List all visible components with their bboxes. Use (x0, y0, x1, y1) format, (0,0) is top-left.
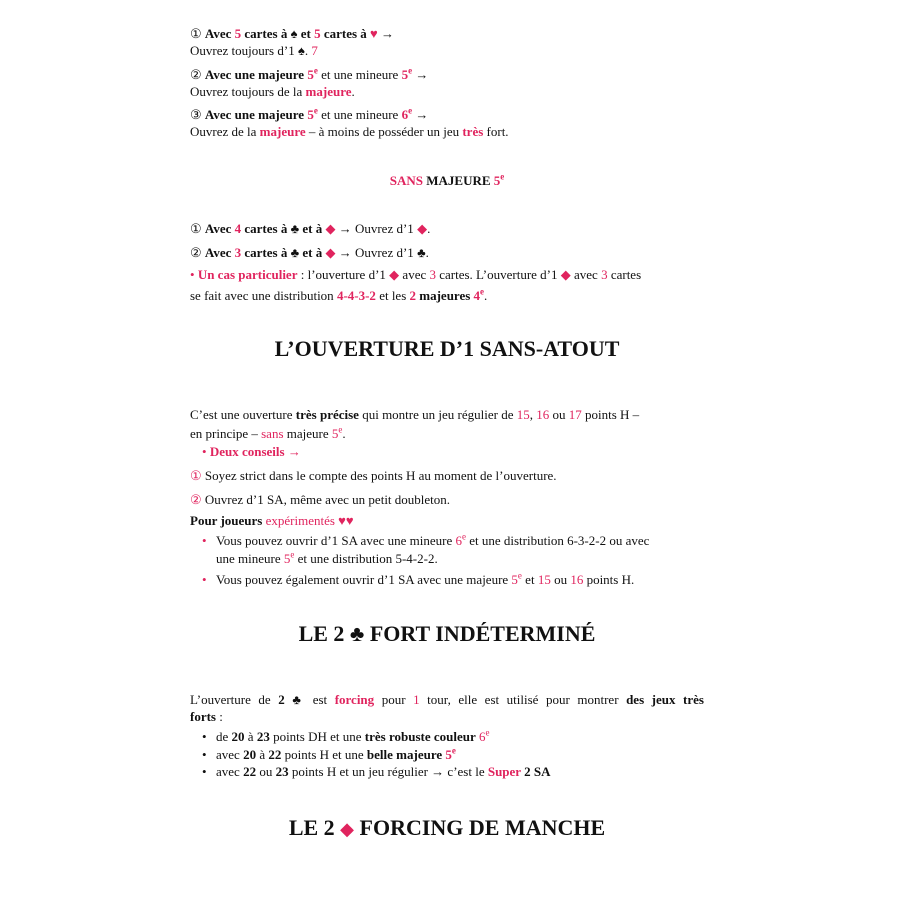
diamond-icon: ◆ (389, 267, 400, 282)
arrow-icon: → (415, 107, 429, 122)
section-title-1sa: L’OUVERTURE D’1 SANS-ATOUT (274, 336, 620, 361)
circled-one: ① (190, 26, 202, 41)
diamond-icon: ◆ (325, 221, 336, 236)
rule-5-5-majeures: ① Avec 5 cartes à ♠ et 5 cartes à ♥ → Ouvrez toujours d’1 ♠. 7 (190, 26, 395, 58)
spade-icon: ♠ (297, 43, 305, 58)
club-icon: ♣ (290, 245, 300, 260)
joueurs-experimentes: Pour joueurs expérimentés ♥♥ • Vous pouvez ouvrir d’1 SA avec une mineure 6e et une distribution 6-3-2-2 ou avec une mineure 5e et une distribution 5-4-2-2. • Vous pouvez également ouvrir d’1 SA avec une majeure 5e et 15 ou 16 points H. (190, 512, 704, 589)
cas-particulier: • Un cas particulier : l’ouverture d’1 ◆ avec 3 cartes. L’ouverture d’1 ◆ avec 3 cartes se fait avec une distribution 4-4-3-2 et les 2 majeures 4e. (190, 267, 642, 303)
heart-icon: ♥ (370, 26, 378, 41)
2-trefles-intro: L’ouverture de 2 ♣ est forcing pour 1 tour, elle est utilisé pour montrer des jeux très forts : • de 20 à 23 points DH et une très robuste couleur 6e • avec 20 à 22 points H et une belle majeure 5e • avec 22 ou 23 points H et un jeu régulier → c’est le Super 2 SA (190, 692, 704, 779)
conseil-2: ② Ouvrez d’1 SA, même avec un petit doubleton. (190, 492, 451, 507)
list-item: • avec 22 ou 23 points H et un jeu régulier → c’est le Super 2 SA (202, 764, 551, 779)
club-icon: ♣ (349, 621, 365, 646)
rule-3-cartes-mineures: ② Avec 3 cartes à ♣ et à ◆ → Ouvrez d’1 ♣. (190, 245, 429, 260)
2-trefles-list (190, 728, 704, 780)
club-icon: ♣ (290, 221, 300, 236)
section-title-2-carreaux: LE 2 ◆ FORCING DE MANCHE (288, 815, 606, 840)
experimentes-list (190, 532, 704, 589)
list-item: • avec 20 à 22 points H et une belle majeure 5e (202, 745, 456, 762)
circled-two: ② (190, 67, 202, 82)
spade-icon: ♠ (290, 26, 298, 41)
diamond-icon: ◆ (325, 245, 336, 260)
hearts-icon: ♥♥ (338, 513, 354, 528)
rule-majeure5-mineure5: ② Avec une majeure 5e et une mineure 5e → Ouvrez toujours de la majeure. (190, 65, 429, 99)
rule-majeure5-mineure6: ③ Avec une majeure 5e et une mineure 6e → Ouvrez de la majeure – à moins de posséder un jeu très fort. (190, 105, 509, 139)
diamond-icon: ◆ (417, 221, 428, 236)
section-subtitle-sans-majeure: SANS MAJEURE 5e (389, 171, 505, 188)
arrow-icon: → (381, 26, 395, 41)
club-icon: ♣ (417, 245, 426, 260)
diamond-icon: ◆ (340, 819, 355, 839)
section-title-2-trefles: LE 2 ♣ FORT INDÉTERMINÉ (298, 621, 596, 646)
list-item: • Vous pouvez ouvrir d’1 SA avec une mineure 6e et une distribution 6-3-2-2 ou avec une mineure 5e et une distribution 5-4-2-2. (202, 531, 650, 566)
club-icon: ♣ (292, 692, 306, 707)
conseil-1: ① Soyez strict dans le compte des points H au moment de l’ouverture. (190, 468, 557, 483)
diamond-icon: ◆ (560, 267, 571, 282)
rule-4-cartes-mineures: ① Avec 4 cartes à ♣ et à ◆ → Ouvrez d’1 ◆. (190, 221, 431, 236)
list-item: • de 20 à 23 points DH et une très robuste couleur 6e (202, 727, 490, 744)
circled-three: ③ (190, 107, 202, 122)
sa-intro: C’est une ouverture très précise qui montre un jeu régulier de 15, 16 ou 17 points H – en principe – sans majeure 5e. • Deux conseils → (190, 407, 640, 459)
arrow-icon: → (415, 67, 429, 82)
list-item: • Vous pouvez également ouvrir d’1 SA avec une majeure 5e et 15 ou 16 points H. (202, 570, 635, 587)
